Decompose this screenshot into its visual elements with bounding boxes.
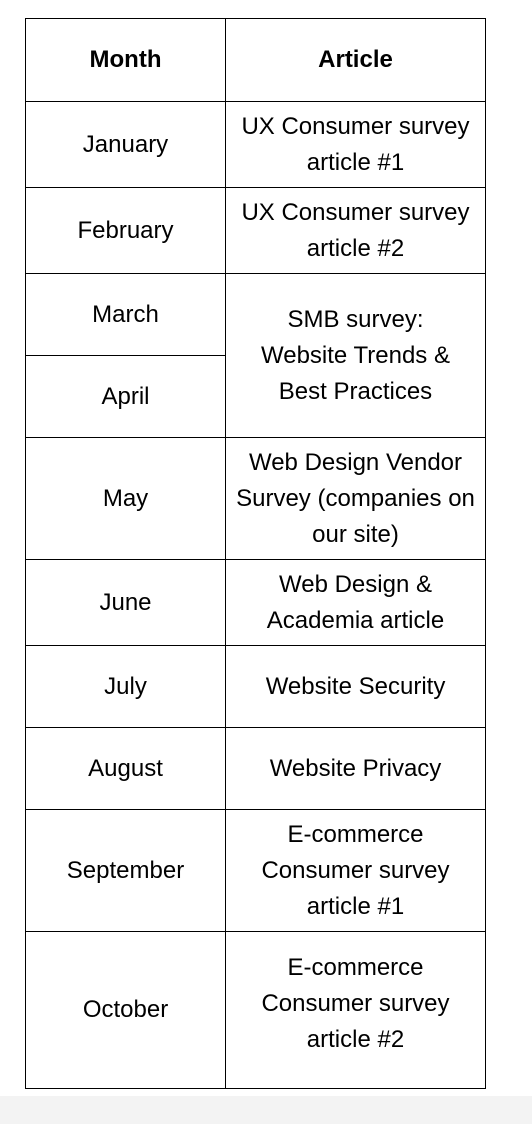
month-cell: April	[26, 356, 226, 438]
table-row	[26, 102, 486, 188]
article-cell: Website Security	[226, 646, 486, 728]
table-row	[26, 728, 486, 810]
table-row	[26, 438, 486, 560]
table-row	[26, 560, 486, 646]
article-cell: Web Design Vendor Survey (companies on our site)	[226, 438, 486, 560]
header-month: Month	[26, 19, 226, 102]
header-row	[26, 19, 486, 102]
table-row	[26, 274, 486, 356]
article-cell: Website Privacy	[226, 728, 486, 810]
table-row	[26, 188, 486, 274]
article-cell: E-commerce Consumer survey article #1	[226, 810, 486, 932]
month-cell: May	[26, 438, 226, 560]
header-article: Article	[226, 19, 486, 102]
article-cell: E-commerce Consumer survey article #2	[226, 932, 486, 1089]
month-cell: January	[26, 102, 226, 188]
table-row	[26, 646, 486, 728]
table-row	[26, 932, 486, 1089]
month-cell: March	[26, 274, 226, 356]
article-schedule-table	[25, 18, 486, 1089]
month-cell: September	[26, 810, 226, 932]
month-cell: October	[26, 932, 226, 1089]
month-cell: August	[26, 728, 226, 810]
page-bottom-strip	[0, 1096, 532, 1124]
article-cell: SMB survey: Website Trends & Best Practices	[226, 274, 486, 438]
table-row	[26, 810, 486, 932]
month-cell: February	[26, 188, 226, 274]
article-cell: UX Consumer survey article #1	[226, 102, 486, 188]
article-cell: UX Consumer survey article #2	[226, 188, 486, 274]
month-cell: June	[26, 560, 226, 646]
month-cell: July	[26, 646, 226, 728]
article-cell: Web Design & Academia article	[226, 560, 486, 646]
